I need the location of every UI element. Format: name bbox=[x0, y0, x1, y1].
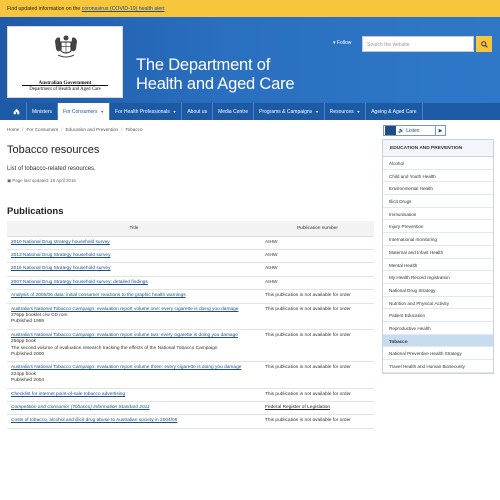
follow-button[interactable] bbox=[333, 40, 351, 46]
logo-department-text: Department of Health and Aged Care bbox=[29, 87, 101, 92]
publications-table bbox=[7, 221, 374, 429]
sidebar-item-child-youth-health[interactable]: Child and Youth Health bbox=[383, 170, 493, 183]
search-button[interactable] bbox=[476, 36, 492, 52]
table-cell-title bbox=[7, 388, 261, 401]
caret-down-icon: ▼ bbox=[356, 109, 361, 114]
publication-link[interactable]: 2007 National Drug Strategy household survey: detailed findings bbox=[11, 279, 148, 285]
table-cell-number: This publication is not available for order bbox=[261, 303, 374, 329]
breadcrumb-education-prevention[interactable]: Education and Prevention bbox=[65, 127, 119, 132]
table-cell-title bbox=[7, 249, 261, 262]
nav-ministers-label: Ministers bbox=[32, 108, 53, 115]
sidebar-item-nutrition-physical-activity[interactable]: Nutrition and Physical Activity bbox=[383, 297, 493, 310]
table-cell-number: AIHW bbox=[261, 249, 374, 262]
table-row bbox=[7, 303, 374, 329]
publication-link[interactable]: Australia's National Tobacco Campaign: evaluation report volume one: every cigarette is doing you damage bbox=[11, 306, 239, 312]
sidebar-item-injury-prevention[interactable]: Injury Prevention bbox=[383, 220, 493, 233]
section-sidebar bbox=[382, 139, 494, 374]
table-row bbox=[7, 329, 374, 362]
sidebar-item-national-drug-strategy[interactable]: National Drug Strategy bbox=[383, 284, 493, 297]
sidebar-item-patient-education[interactable]: Patient Education bbox=[383, 309, 493, 322]
caret-down-icon: ▼ bbox=[315, 109, 319, 114]
follow-label: Follow bbox=[336, 40, 352, 46]
table-cell-title bbox=[7, 276, 261, 289]
nav-media-centre-label: Media Centre bbox=[218, 108, 249, 115]
table-cell-number: AIHW bbox=[261, 276, 374, 289]
publication-detail: 224pp book bbox=[11, 371, 37, 377]
publication-link[interactable]: Australia's National Tobacco Campaign: evaluation report volume two: every cigarette is doing you damage bbox=[11, 332, 238, 338]
nav-for-consumers[interactable] bbox=[58, 103, 110, 120]
breadcrumb-separator: / bbox=[121, 127, 123, 132]
search-input[interactable]: Search the website bbox=[362, 36, 474, 52]
column-header-publication-number: Publication number bbox=[261, 221, 374, 236]
caret-down-icon: ▼ bbox=[172, 109, 177, 114]
table-row bbox=[7, 290, 374, 303]
alert-banner bbox=[0, 0, 500, 17]
table-cell-title bbox=[7, 329, 261, 362]
sidebar-item-alcohol[interactable]: Alcohol bbox=[383, 157, 493, 170]
department-title-line1: The Department of bbox=[136, 56, 271, 74]
publication-detail: 276pp booklet c/w CD rom bbox=[11, 312, 68, 318]
table-cell-number: AIHW bbox=[261, 263, 374, 276]
publication-link[interactable]: Competition and Consumer (Tobacco) Information Standard 2011 bbox=[11, 405, 150, 410]
column-header-title: Title bbox=[7, 221, 261, 236]
breadcrumb-for-consumers[interactable]: For Consumers bbox=[26, 127, 59, 132]
table-cell-number: This publication is not available for order bbox=[261, 388, 374, 401]
sidebar-item-national-preventive-health[interactable]: National Preventive Health Strategy bbox=[383, 347, 493, 360]
sidebar-item-mental-health[interactable]: Mental Health bbox=[383, 259, 493, 272]
breadcrumb-current: Tobacco bbox=[125, 127, 143, 132]
caret-down-icon: ▼ bbox=[100, 109, 105, 114]
nav-about-us[interactable] bbox=[182, 103, 213, 120]
publication-link[interactable]: 2016 National Drug Strategy household survey bbox=[11, 266, 111, 272]
breadcrumb bbox=[7, 127, 143, 132]
sidebar-item-tobacco[interactable]: Tobacco bbox=[383, 335, 493, 348]
nav-home[interactable] bbox=[7, 103, 27, 120]
play-icon[interactable]: ▶ bbox=[435, 126, 445, 135]
nav-resources[interactable] bbox=[325, 103, 366, 120]
table-cell-title bbox=[7, 303, 261, 329]
speaker-icon bbox=[385, 126, 396, 135]
publication-detail: Published 2004 bbox=[11, 378, 45, 384]
publication-detail: Published 2000 bbox=[11, 351, 45, 357]
intro-text: List of tobacco-related resources. bbox=[7, 166, 96, 172]
table-cell-number: AIHW bbox=[261, 236, 374, 249]
table-cell-title bbox=[7, 402, 261, 415]
legislation-link[interactable]: Federal Register of Legislation bbox=[265, 405, 331, 410]
page-title: Tobacco resources bbox=[7, 144, 100, 156]
table-row bbox=[7, 415, 374, 428]
logo-divider bbox=[22, 85, 108, 86]
readspeaker-listen[interactable] bbox=[383, 125, 446, 136]
nav-for-consumers-label: For Consumers bbox=[63, 108, 98, 115]
alert-link[interactable]: coronavirus (COVID-19) health alert bbox=[81, 6, 165, 12]
section-title-publications: Publications bbox=[7, 206, 64, 217]
nav-for-health-professionals[interactable] bbox=[110, 103, 182, 120]
department-title-line2: Health and Aged Care bbox=[136, 75, 295, 93]
nav-about-us-label: About us bbox=[187, 108, 208, 115]
nav-ageing-aged-care[interactable] bbox=[366, 103, 422, 120]
breadcrumb-home[interactable]: Home bbox=[7, 127, 20, 132]
nav-ministers[interactable] bbox=[27, 103, 58, 120]
logo-government-text: Australian Government bbox=[38, 80, 92, 86]
site-header bbox=[0, 17, 500, 103]
coat-of-arms-icon bbox=[52, 33, 80, 61]
publication-link[interactable]: Australia's National Tobacco Campaign: evaluation report volume three: every cigarette is doing you damage bbox=[11, 365, 242, 371]
breadcrumb-separator: / bbox=[61, 127, 63, 132]
table-row bbox=[7, 249, 374, 262]
publication-link[interactable]: 2013 National Drug Strategy household survey bbox=[11, 252, 111, 258]
table-header-row bbox=[7, 221, 374, 236]
publication-link[interactable]: Costs of tobacco, alcohol and illicit drug abuse to Australian society in 2004/05 bbox=[11, 418, 178, 424]
publication-link[interactable]: 2010 National Drug strategy household survey bbox=[11, 239, 110, 245]
table-cell-number: This publication is not available for order bbox=[261, 415, 374, 428]
last-updated-text: Page last updated: 16 April 2018 bbox=[12, 178, 76, 183]
table-cell-title bbox=[7, 362, 261, 388]
listen-label: Listen bbox=[406, 127, 420, 134]
publication-detail: 256pp book bbox=[11, 339, 37, 345]
sidebar-item-travel-health[interactable]: Travel Health and Human Biosecurity bbox=[383, 360, 493, 373]
table-cell-title bbox=[7, 263, 261, 276]
government-logo[interactable] bbox=[7, 26, 123, 98]
nav-programs-campaigns[interactable] bbox=[254, 103, 325, 120]
nav-resources-label: Resources bbox=[329, 108, 354, 115]
listen-speaker-glyph: 🔊 bbox=[398, 127, 405, 134]
publication-detail: The second volume of evaluation research tracking the effects of the National Tobacco Campaign bbox=[11, 345, 218, 351]
table-cell-number: This publication is not available for order bbox=[261, 290, 374, 303]
sidebar-item-international-monitoring[interactable]: International monitoring bbox=[383, 233, 493, 246]
publication-link[interactable]: Analysis of 2005/06 data: initial consumer reactions to the graphic health warnings bbox=[11, 293, 186, 299]
sidebar-item-reproductive-health[interactable]: Reproductive Health bbox=[383, 322, 493, 335]
sidebar-item-my-health-record[interactable]: My Health Record registration bbox=[383, 271, 493, 284]
last-updated bbox=[7, 178, 76, 184]
nav-media-centre[interactable] bbox=[213, 103, 254, 120]
sidebar-title: EDUCATION AND PREVENTION bbox=[383, 140, 493, 157]
table-row bbox=[7, 263, 374, 276]
table-row bbox=[7, 276, 374, 289]
sidebar-item-environmental-health[interactable]: Environmental Health bbox=[383, 182, 493, 195]
publication-detail: Published 1999 bbox=[11, 319, 45, 325]
sidebar-item-immunisation[interactable]: Immunisation bbox=[383, 208, 493, 221]
alert-text: Find updated information on the bbox=[7, 6, 82, 12]
table-row bbox=[7, 362, 374, 388]
search-icon bbox=[481, 41, 488, 48]
table-cell-title bbox=[7, 415, 261, 428]
home-icon bbox=[13, 108, 20, 115]
sidebar-item-illicit-drugs[interactable]: Illicit Drugs bbox=[383, 195, 493, 208]
sidebar-item-maternal-infant-health[interactable]: Maternal and Infant Health bbox=[383, 246, 493, 259]
follow-icon: ▾ bbox=[333, 40, 337, 46]
department-title bbox=[136, 56, 294, 94]
nav-programs-campaigns-label: Programs & Campaigns bbox=[259, 108, 313, 115]
publication-link[interactable]: Checklist for internet point-of-sale tobacco advertising bbox=[11, 391, 126, 397]
table-cell-number bbox=[261, 402, 374, 415]
table-cell-number: This publication is not available for order bbox=[261, 329, 374, 362]
table-cell-number: This publication is not available for order bbox=[261, 362, 374, 388]
table-row bbox=[7, 402, 374, 415]
nav-ageing-aged-care-label: Ageing & Aged Care bbox=[371, 108, 417, 115]
nav-for-health-professionals-label: For Health Professionals bbox=[115, 108, 170, 115]
table-row bbox=[7, 388, 374, 401]
table-cell-title bbox=[7, 236, 261, 249]
main-navigation bbox=[0, 103, 500, 120]
calendar-icon: ▣ bbox=[7, 178, 13, 183]
breadcrumb-separator: / bbox=[22, 127, 24, 132]
table-row bbox=[7, 236, 374, 249]
table-cell-title bbox=[7, 290, 261, 303]
